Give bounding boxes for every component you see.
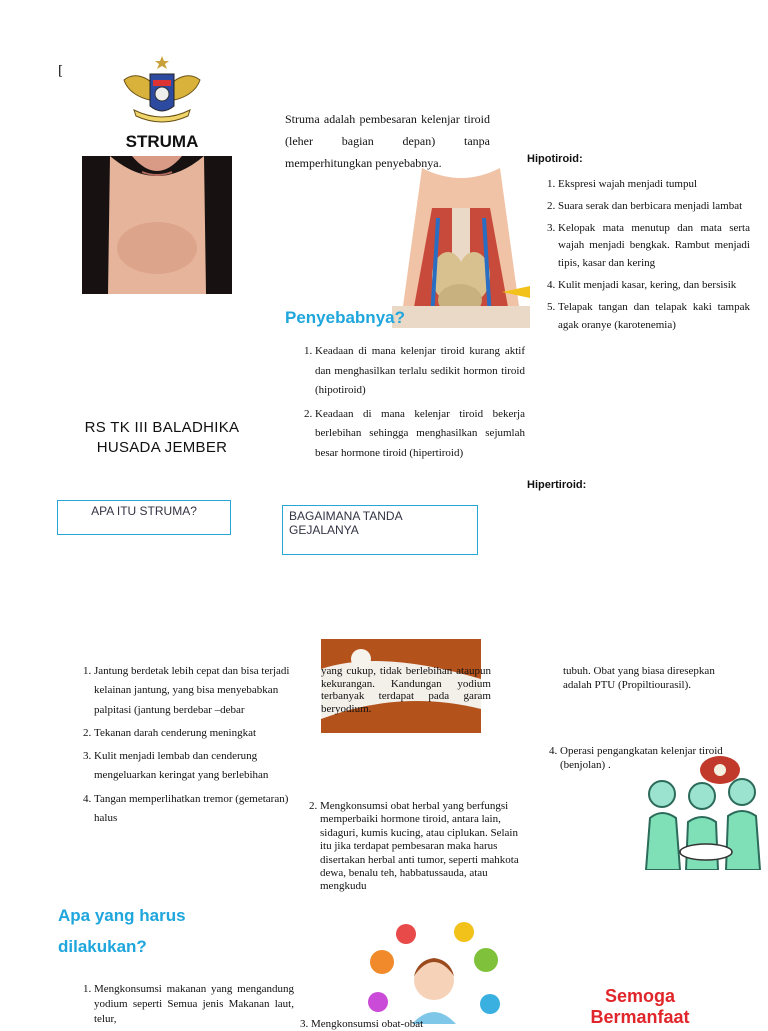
list-item: 3. Kulit menjadi lembab dan cenderung mengeluarkan keringat yang berlebihan xyxy=(94,747,294,786)
list-item: 2. Tekanan darah cenderung meningkat xyxy=(94,724,294,743)
list-item: 2. Mengkonsumsi obat herbal yang berfungsi memperbaiki hormone tiroid, antara lain, sidaguri, kumis kucing, atau ciplukan. Selain itu jika terdapat pembesaran maka harus disertakan herbal anti tumor, seperti mahkota dewa, benalu teh, habbatussauda, atau mengkudu xyxy=(320,800,520,894)
iodine-text: yang cukup, tidak berlebihan ataupun kekurangan. Kandungan yodium terbanyak terdapat pada garam beryodium. xyxy=(321,665,491,715)
list-item: 1. Jantung berdetak lebih cepat dan bisa terjadi kelainan jantung, yang bisa menyebabkan palpitasi (jantung berdebar –debar xyxy=(94,662,294,720)
herbal-list xyxy=(290,800,520,898)
list-item: 1. Ekspresi wajah menjadi tumpul xyxy=(558,176,750,194)
what-is-struma-box: APA ITU STRUMA? xyxy=(57,500,231,535)
list-item: 4. Tangan memperlihatkan tremor (gemetaran) halus xyxy=(94,790,294,829)
hyperthyroid-heading: Hipertiroid: xyxy=(527,479,587,491)
closing-message: Semoga Bermanfaat xyxy=(590,986,690,1027)
list-item: 1. Keadaan di mana kelenjar tiroid kurang aktif dan menghasilkan terlalu sedikit hormon tiroid (hipotiroid) xyxy=(315,342,525,401)
item-3-fragment: 3. Mengkonsumsi obat-obat xyxy=(300,1018,424,1030)
hyperthyroid-list xyxy=(64,662,294,832)
thyroid-anatomy-illustration xyxy=(392,168,530,328)
hypothyroid-heading: Hipotiroid: xyxy=(527,153,583,165)
military-emblem-logo xyxy=(120,54,204,128)
ptu-text: tubuh. Obat yang biasa diresepkan adalah PTU (Propiltiourasil). xyxy=(563,665,715,691)
intro-paragraph: Struma adalah pembesaran kelenjar tiroid (leher bagian depan) tanpa memperhitungkan penyebabnya. xyxy=(285,112,490,170)
neck-photo xyxy=(82,156,232,294)
list-item: 5. Telapak tangan dan telapak kaki tampak agak oranye (karotenemia) xyxy=(558,299,750,335)
list-item: 1. Mengkonsumsi makanan yang mengandung yodium seperti Semua jenis Makanan laut, telur, xyxy=(94,982,294,1027)
list-item: 3. Kelopak mata menutup dan mata serta wajah menjadi bengkak. Rambut menjadi tipis, kasar dan kering xyxy=(558,220,750,273)
list-item: 4. Operasi pengangkatan kelenjar tiroid (benjolan) . xyxy=(560,745,740,772)
list-item: 4. Kulit menjadi kasar, kering, dan bersisik xyxy=(558,277,750,295)
healthy-food-illustration xyxy=(360,920,508,1024)
what-to-do-heading: Apa yang harus dilakukan? xyxy=(58,906,186,956)
page-title: STRUMA xyxy=(125,132,199,151)
causes-heading: Penyebabnya? xyxy=(285,308,405,327)
hypothyroid-list xyxy=(528,176,750,338)
list-item: 2. Keadaan di mana kelenjar tiroid bekerja berlebihan sehingga menghasilkan sejumlah besar hormone tiroid (hipertiroid) xyxy=(315,405,525,464)
surgeons-illustration xyxy=(642,752,764,870)
causes-list xyxy=(285,342,525,467)
bracket-marker: [ xyxy=(58,64,64,79)
hospital-name: RS TK III BALADHIKA HUSADA JEMBER xyxy=(84,419,240,456)
symptoms-box: BAGAIMANA TANDA GEJALANYA xyxy=(282,505,478,555)
list-item: 2. Suara serak dan berbicara menjadi lambat xyxy=(558,198,750,216)
